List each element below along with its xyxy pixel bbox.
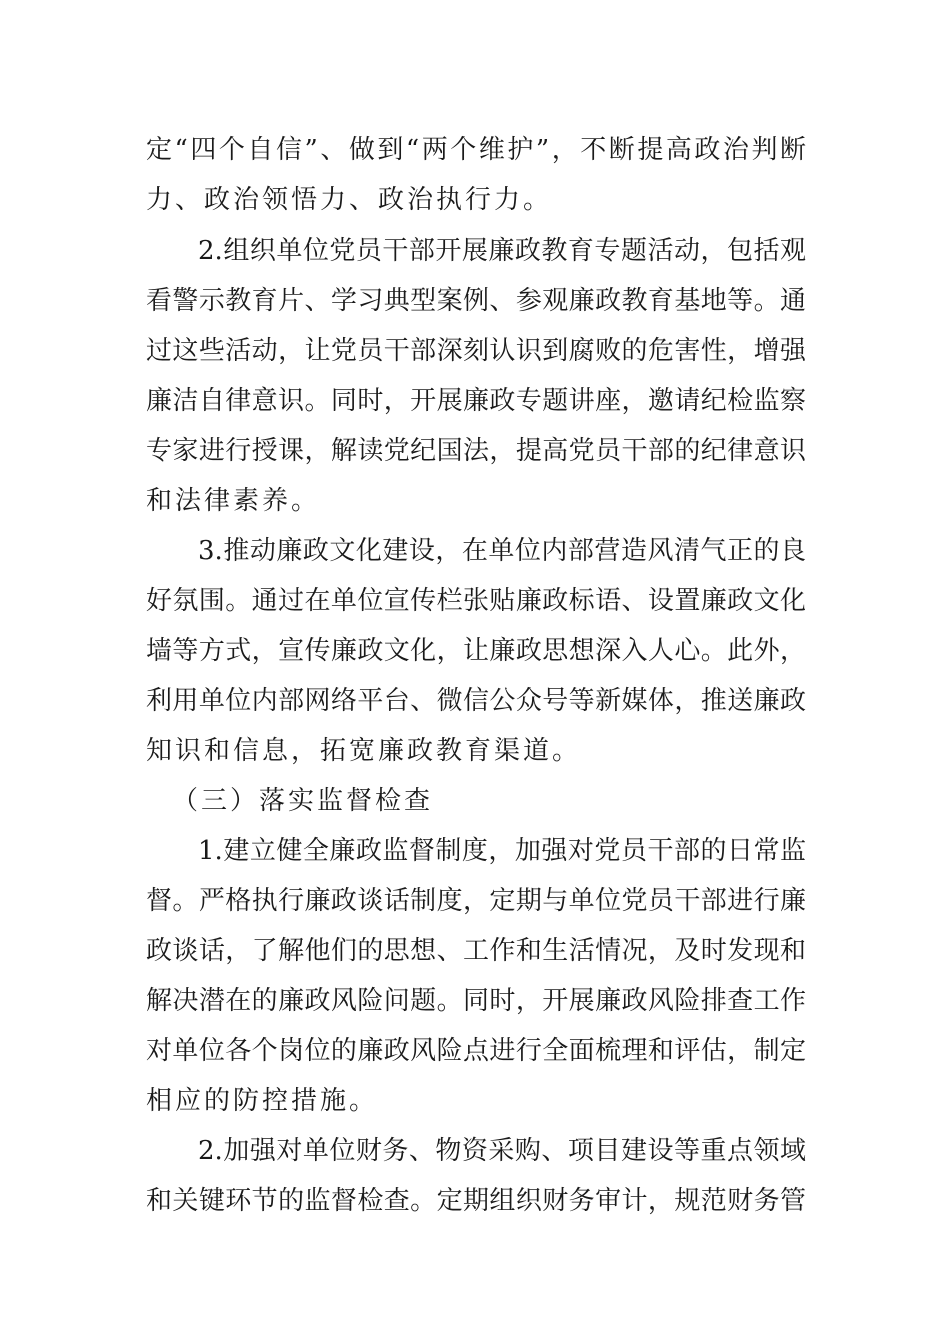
body-text-line: 政谈话，了解他们的思想、工作和生活情况，及时发现和 [146, 936, 806, 966]
section-heading: （三）落实监督检查 [172, 786, 434, 816]
body-text-line: 解决潜在的廉政风险问题。同时，开展廉政风险排查工作 [146, 986, 806, 1016]
body-text-line: 知识和信息，拓宽廉政教育渠道。 [146, 736, 582, 766]
body-text-line: 墙等方式，宣传廉政文化，让廉政思想深入人心。此外， [146, 636, 806, 666]
body-text-line: 利用单位内部网络平台、微信公众号等新媒体，推送廉政 [146, 686, 806, 716]
body-text-line: 定“四个自信”、做到“两个维护”，不断提高政治判断 [146, 135, 806, 165]
body-text-line: 专家进行授课，解读党纪国法，提高党员干部的纪律意识 [146, 436, 806, 466]
body-text-line: 廉洁自律意识。同时，开展廉政专题讲座，邀请纪检监察 [146, 386, 806, 416]
body-text-line: 和关键环节的监督检查。定期组织财务审计，规范财务管 [146, 1186, 806, 1216]
body-text-line: 过这些活动，让党员干部深刻认识到腐败的危害性，增强 [146, 336, 806, 366]
body-text-line: 3.推动廉政文化建设，在单位内部营造风清气正的良 [198, 536, 806, 566]
body-text-line: 相应的防控措施。 [146, 1086, 379, 1116]
body-text-line: 2.组织单位党员干部开展廉政教育专题活动，包括观 [198, 236, 806, 266]
body-text-line: 对单位各个岗位的廉政风险点进行全面梳理和评估，制定 [146, 1036, 806, 1066]
body-text-line: 2.加强对单位财务、物资采购、项目建设等重点领域 [198, 1136, 806, 1166]
body-text-line: 力、政治领悟力、政治执行力。 [146, 185, 553, 215]
body-text-line: 好氛围。通过在单位宣传栏张贴廉政标语、设置廉政文化 [146, 586, 806, 616]
body-text-line: 1.建立健全廉政监督制度，加强对党员干部的日常监 [198, 836, 806, 866]
body-text-line: 看警示教育片、学习典型案例、参观廉政教育基地等。通 [146, 286, 806, 316]
body-text-line: 督。严格执行廉政谈话制度，定期与单位党员干部进行廉 [146, 886, 806, 916]
body-text-line: 和法律素养。 [146, 486, 321, 516]
